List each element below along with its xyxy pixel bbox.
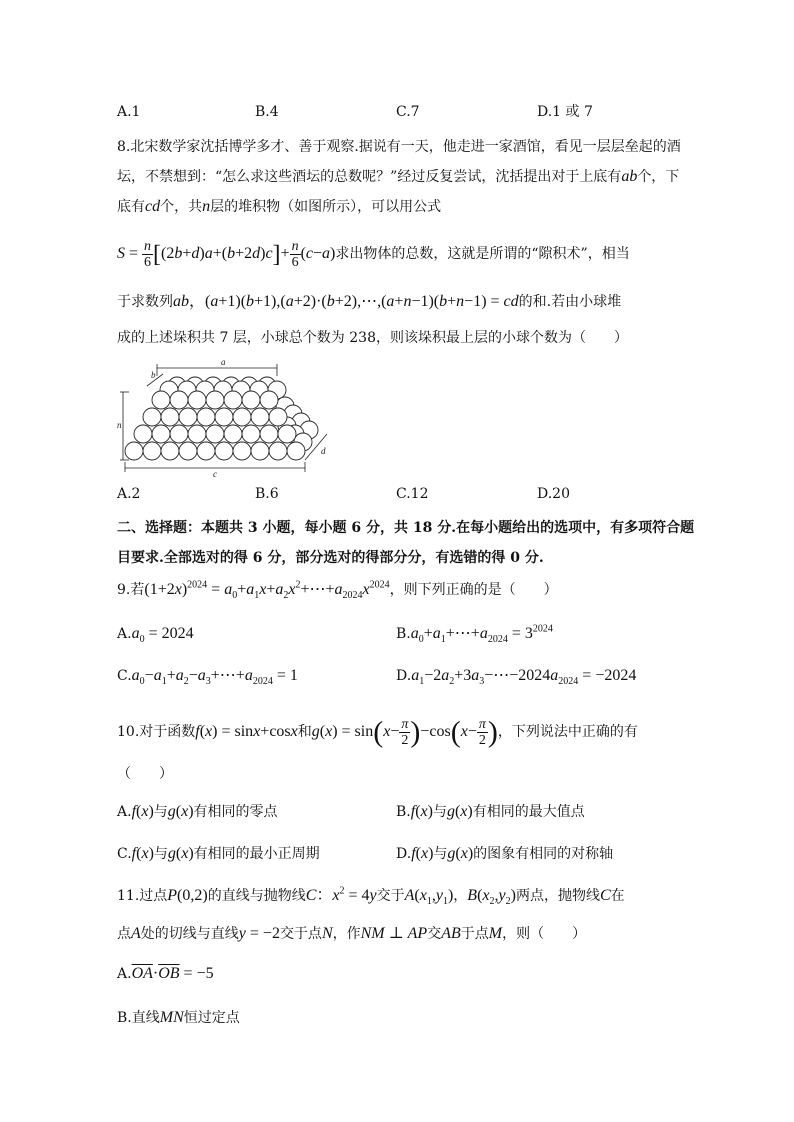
q11-option-b-label: B.直线 — [117, 1010, 160, 1026]
q10-option-a-fx: f(x) — [131, 803, 154, 820]
q11-l1b: 的直线与抛物线 — [207, 888, 306, 904]
q9-expansion: $(1+2x)^{2024}$ = $a_0+a_1x+a_2x^2+\cdots+a_{2024}x^{2024}$ — [144, 579, 390, 602]
q11-c: C — [599, 887, 611, 904]
q9-option-d[interactable] — [396, 666, 636, 686]
q8-math-ab: ab — [621, 168, 638, 185]
q11-l2g: ，则（ ） — [502, 926, 587, 942]
q11-option-a[interactable] — [117, 964, 214, 984]
fig-label-n: n — [117, 420, 122, 430]
q11-parabola: C：$x^2 = 4y$ — [305, 885, 377, 904]
q11-option-a-label: A. — [117, 966, 132, 982]
q10-option-a[interactable] — [117, 802, 278, 822]
q11-ab: AB — [441, 925, 461, 942]
q10-option-b-fx: f(x) — [410, 803, 433, 820]
q11-point-p: P(0,2) — [167, 887, 208, 904]
q11-l1c: 交于 — [376, 888, 405, 904]
q8-line-3-text-c: 层的堆积物（如图所示），可以用公式 — [210, 199, 442, 215]
q10-option-d-gx: g(x) — [447, 845, 474, 862]
q10-option-b-label: B. — [396, 804, 411, 820]
q10-option-b-text: 有相同的最大值点 — [472, 804, 585, 820]
q7-option-b[interactable]: B.4 — [255, 104, 279, 120]
q10-option-a-yu: 与 — [153, 804, 168, 820]
q10-paren: （ ） — [117, 766, 173, 782]
q9-option-b-math: $a_0+a_1+\cdots+a_{2024} = 3^{2024}$ — [410, 623, 553, 646]
q9-option-d-math: $a_1-2a_2+3a_3-\cdots-2024a_{2024} = -2024$ — [411, 667, 637, 688]
q10-fx: f(x) = sinx+cosx — [195, 723, 298, 740]
q11-line-y: y = −2 — [238, 925, 280, 942]
q10-option-d-text: 的图象有相同的对称轴 — [473, 846, 614, 862]
fig-label-d: d — [321, 446, 326, 456]
q10-gx: g(x) = sin(x− $\frac{\pi}{2}$ )−cos(x− $\frac{\pi}{2}$ ) — [311, 715, 498, 749]
q11-l2d: ，作 — [332, 926, 361, 942]
q10-option-a-text: 有相同的零点 — [193, 804, 278, 820]
q11-option-b-math: MN — [159, 1009, 184, 1026]
q7-option-c[interactable]: C.7 — [396, 104, 420, 120]
q10-option-d-yu: 与 — [433, 846, 448, 862]
q8-line-3-text-b: 个，共 — [160, 199, 203, 215]
q8-option-b[interactable]: B.6 — [255, 486, 279, 502]
fig-label-c: c — [213, 469, 217, 478]
q11-option-b[interactable] — [117, 1008, 240, 1028]
q10-option-c-gx: g(x) — [167, 845, 194, 862]
q9-suffix: ，则下列正确的是（ ） — [389, 582, 558, 598]
q11-option-b-text: 恒过定点 — [183, 1010, 240, 1026]
q9-prefix: 9.若 — [117, 582, 145, 598]
front-layers — [125, 391, 305, 460]
q11-a: A — [131, 925, 141, 942]
q10-stem — [117, 712, 638, 752]
q11-l2a: 点 — [117, 926, 131, 942]
q10-option-d-label: D. — [396, 846, 412, 862]
q8-math-n: n — [202, 198, 211, 215]
q8-line-2 — [117, 167, 679, 187]
q11-l1a: 11.过点 — [117, 888, 168, 904]
q10-option-d-fx: f(x) — [411, 845, 434, 862]
q9-option-d-label: D. — [396, 668, 412, 684]
q10-option-c[interactable] — [117, 844, 320, 864]
q10-option-b[interactable] — [396, 802, 585, 822]
q10-option-c-fx: f(x) — [131, 845, 154, 862]
q8-line-5-text-a: 于求数列 — [117, 294, 173, 310]
q9-option-c[interactable] — [117, 666, 298, 686]
q9-option-b[interactable] — [396, 624, 553, 644]
q11-stem-line-2 — [117, 924, 586, 944]
q8-option-c[interactable]: C.12 — [396, 486, 429, 502]
q7-option-d[interactable]: D.1 或 7 — [537, 104, 593, 120]
q8-line-6: 成的上述垛积共 7 层，小球总个数为 238，则该垛积最上层的小球个数为（ ） — [117, 330, 628, 346]
q11-option-a-math: $\overline{OA}\cdot\overline{OB} = -5$ — [131, 965, 214, 982]
q8-option-a[interactable]: A.2 — [117, 486, 141, 502]
q9-option-c-label: C. — [117, 668, 132, 684]
fig-label-a: a — [221, 357, 226, 367]
q8-line-2-text-b: 个，下 — [637, 169, 680, 185]
q8-sequence: ab，(a+1)(b+1),(a+2)·(b+2),⋯,(a+n−1)(b+n−1) = cd — [173, 293, 519, 310]
q8-line-1: 8.北宋数学家沈括博学多才、善于观察.据说有一天，他走进一家酒馆，看见一层层垒起的酒 — [117, 139, 681, 155]
q10-option-b-yu: 与 — [432, 804, 447, 820]
q10-and: 和 — [297, 724, 312, 740]
q9-option-b-label: B. — [396, 626, 411, 642]
q8-line-3 — [117, 197, 441, 217]
q11-point-a: $A(x_1,y_1)$ — [404, 887, 454, 908]
q8-line-5 — [117, 292, 621, 312]
q9-option-a-label: A. — [117, 626, 132, 642]
q8-formula: S = $\frac{n}{6}$ [(2b+d)a+(b+2d)c]+ $\frac{n}{6}$ (c−a) — [117, 238, 336, 270]
fig-label-b: b — [151, 370, 156, 380]
q10-option-c-text: 有相同的最小正周期 — [193, 846, 320, 862]
q8-formula-line — [117, 236, 630, 272]
q11-m: M — [488, 925, 503, 942]
q11-l2f: 于点 — [460, 926, 489, 942]
section-2-heading-line-1: 二、选择题：本题共 3 小题，每小题 6 分，共 18 分.在每小题给出的选项中，有多项符合题 — [117, 520, 695, 536]
section-2-heading-line-2: 目要求.全部选对的得 6 分，部分选对的得部分分，有选错的得 0 分. — [117, 550, 544, 566]
q7-option-a[interactable]: A.1 — [117, 104, 141, 120]
q10-suffix: ，下列说法中正确的有 — [497, 724, 638, 740]
q8-stacked-balls-figure — [117, 356, 331, 478]
q10-option-c-yu: 与 — [153, 846, 168, 862]
q8-option-d[interactable]: D.20 — [537, 486, 570, 502]
q10-option-a-label: A. — [117, 804, 132, 820]
q10-option-b-gx: g(x) — [446, 803, 473, 820]
q8-line-5-text-b: 的和.若由小球堆 — [518, 294, 622, 310]
q11-perp: NM ⊥ AP — [360, 925, 428, 942]
q11-l2e: 交 — [427, 926, 442, 942]
q8-line-2-text-a: 坛，不禁想到：“怎么求这些酒坛的总数呢？”经过反复尝试，沈括提出对于上底有 — [117, 169, 622, 185]
q10-option-d[interactable] — [396, 844, 613, 864]
q11-l2c: 交于点 — [279, 926, 322, 942]
q9-option-c-math: $a_0-a_1+a_2-a_3+\cdots+a_{2024} = 1$ — [131, 667, 298, 688]
q11-n: N — [321, 925, 333, 942]
q11-l1d: ， — [453, 888, 468, 904]
q9-option-a[interactable] — [117, 624, 194, 644]
q10-option-a-gx: g(x) — [167, 803, 194, 820]
q8-line-3-text-a: 底有 — [117, 199, 145, 215]
q8-math-cd: cd — [145, 198, 161, 215]
q9-option-a-math: $a_0 = 2024$ — [131, 625, 194, 646]
q9-stem — [117, 580, 558, 600]
q11-l2b: 处的切线与直线 — [140, 926, 239, 942]
q11-stem-line-1 — [117, 886, 625, 906]
q8-formula-tail: 求出物体的总数，这就是所谓的“隙积术”，相当 — [335, 246, 630, 262]
q10-prefix: 10.对于函数 — [117, 724, 196, 740]
q10-option-c-label: C. — [117, 846, 132, 862]
q11-l1f: 在 — [610, 888, 625, 904]
q11-point-b: $B(x_2,y_2)$ — [467, 887, 516, 908]
q11-l1e: 两点，抛物线 — [515, 888, 600, 904]
